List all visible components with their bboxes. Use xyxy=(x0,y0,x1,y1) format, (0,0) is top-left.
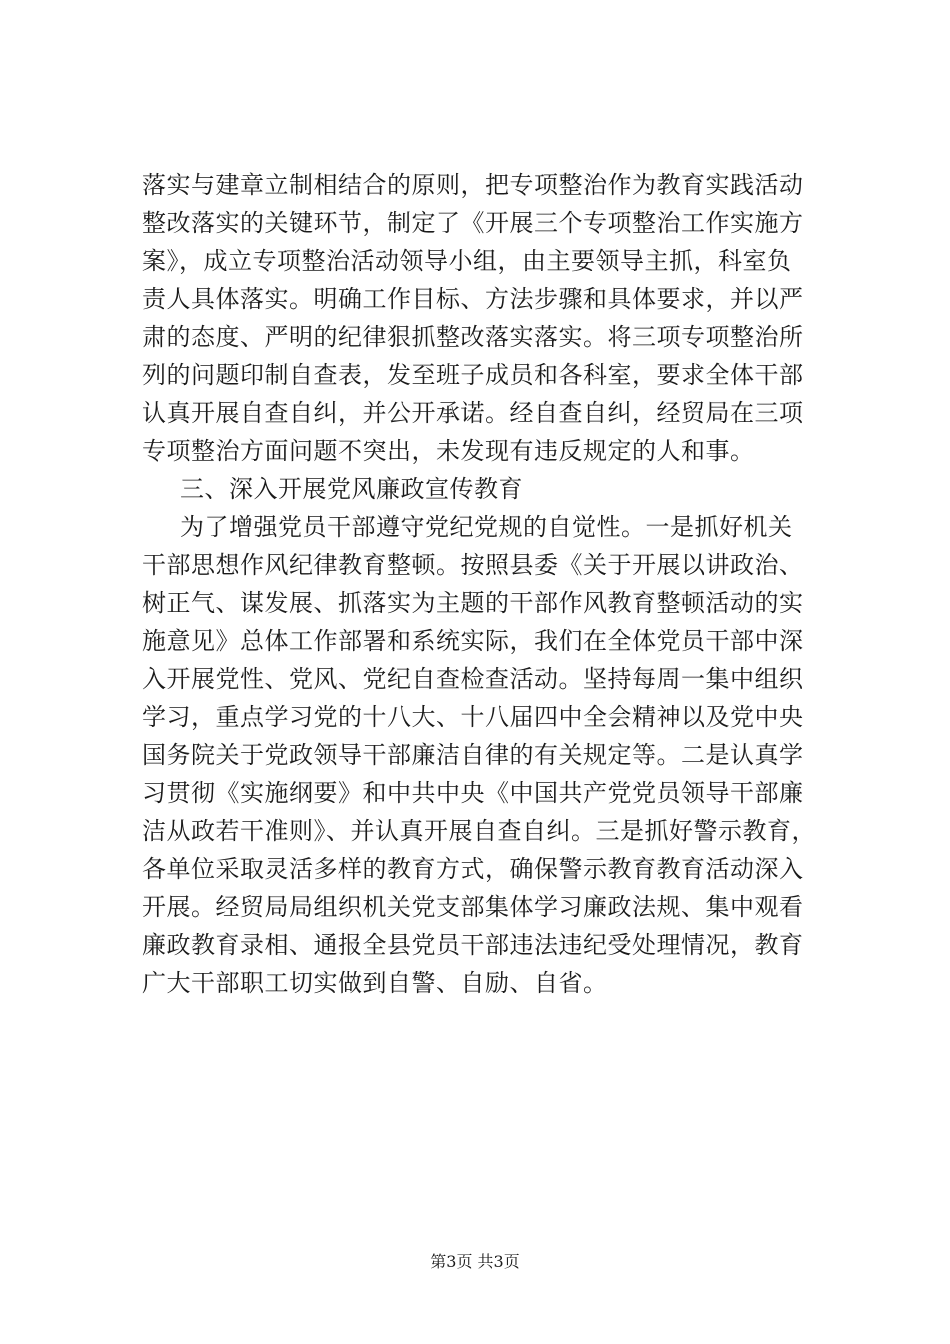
body-line: 列的问题印制自查表，发至班子成员和各科室，要求全体干部 xyxy=(142,361,804,389)
body-line: 国务院关于党政领导干部廉洁自律的有关规定等。二是认真学 xyxy=(142,741,804,769)
body-line: 开展。经贸局局组织机关党支部集体学习廉政法规、集中观看 xyxy=(142,893,804,921)
body-line: 施意见》总体工作部署和系统实际，我们在全体党员干部中深 xyxy=(142,627,804,655)
document-body xyxy=(142,166,816,1002)
body-line: 干部思想作风纪律教育整顿。按照县委《关于开展以讲政治、 xyxy=(142,551,804,579)
body-line: 廉政教育录相、通报全县党员干部违法违纪受处理情况，教育 xyxy=(142,931,804,959)
body-line: 专项整治方面问题不突出，未发现有违反规定的人和事。 xyxy=(142,437,755,465)
body-line: 洁从政若干准则》、并认真开展自查自纠。三是抓好警示教育， xyxy=(142,817,816,845)
body-line: 认真开展自查自纠，并公开承诺。经自查自纠，经贸局在三项 xyxy=(142,399,804,427)
body-line: 各单位采取灵活多样的教育方式，确保警示教育教育活动深入 xyxy=(142,855,804,883)
body-line: 学习，重点学习党的十八大、十八届四中全会精神以及党中央 xyxy=(142,703,804,731)
body-line: 入开展党性、党风、党纪自查检查活动。坚持每周一集中组织 xyxy=(142,665,804,693)
body-line: 落实与建章立制相结合的原则，把专项整治作为教育实践活动 xyxy=(142,171,804,199)
body-line: 整改落实的关键环节，制定了《开展三个专项整治工作实施方 xyxy=(142,209,804,237)
body-line: 肃的态度、严明的纪律狠抓整改落实落实。将三项专项整治所 xyxy=(142,323,804,351)
section-heading: 三、深入开展党风廉政宣传教育 xyxy=(180,475,523,503)
body-line: 习贯彻《实施纲要》和中共中央《中国共产党党员领导干部廉 xyxy=(142,779,804,807)
body-line: 案》，成立专项整治活动领导小组，由主要领导主抓，科室负 xyxy=(142,247,792,275)
body-line: 为了增强党员干部遵守党纪党规的自觉性。一是抓好机关 xyxy=(180,513,793,541)
body-line: 树正气、谋发展、抓落实为主题的干部作风教育整顿活动的实 xyxy=(142,589,804,617)
body-line: 责人具体落实。明确工作目标、方法步骤和具体要求，并以严 xyxy=(142,285,804,313)
body-line: 广大干部职工切实做到自警、自励、自省。 xyxy=(142,969,608,997)
page-footer: 第3页 共3页 xyxy=(430,1252,520,1271)
